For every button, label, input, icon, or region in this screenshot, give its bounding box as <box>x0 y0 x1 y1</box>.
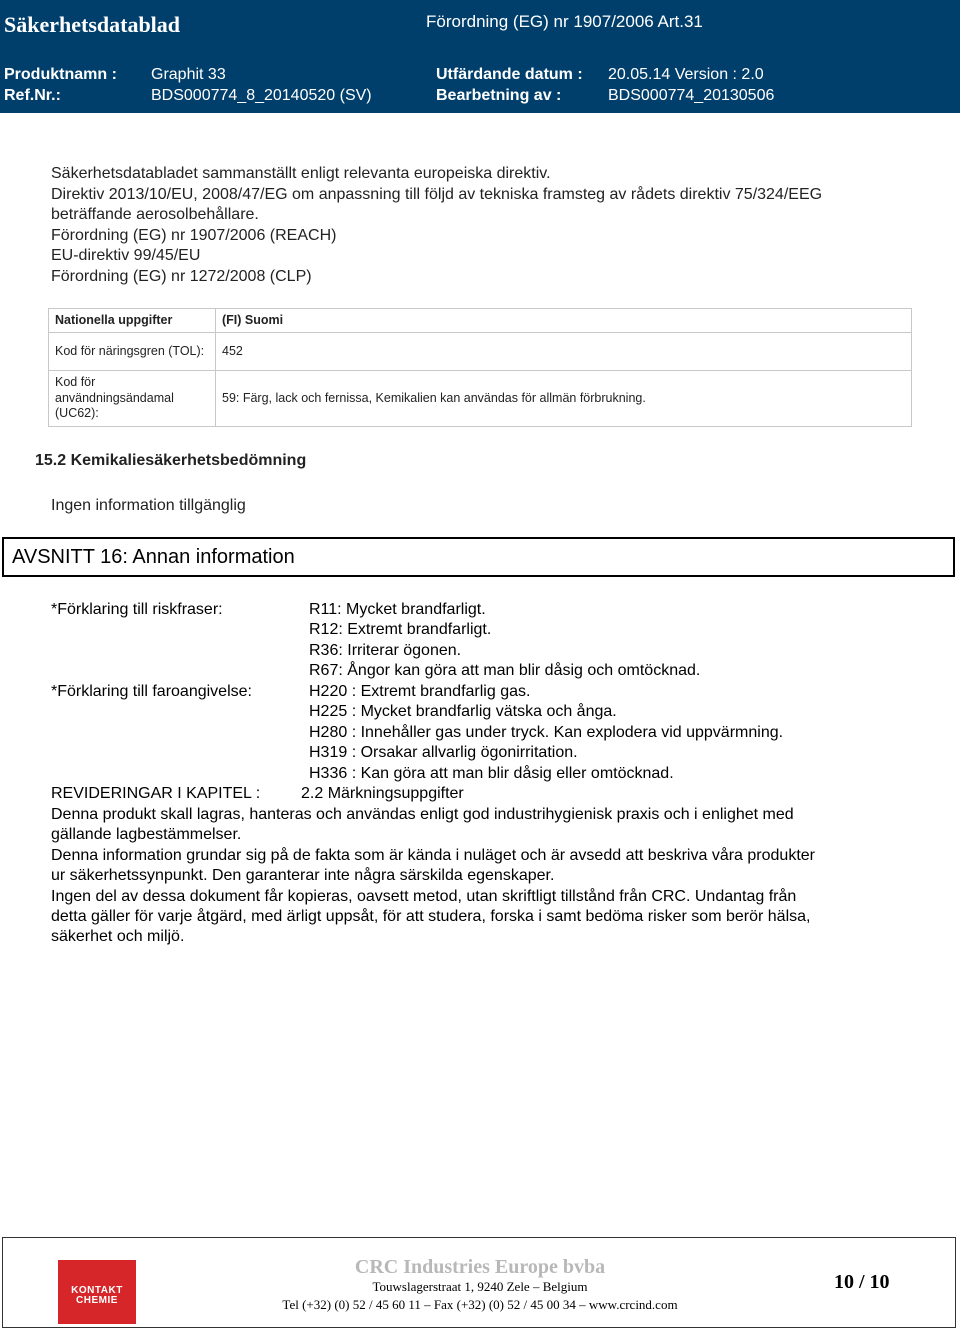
regulation-line: Säkerhetsdatabladet sammanställt enligt relevanta europeiska direktiv. <box>51 165 551 182</box>
section-15-2-text: Ingen information tillgänglig <box>51 497 246 514</box>
regulation-line: Förordning (EG) nr 1907/2006 (REACH) <box>51 226 337 244</box>
footer-contact: Tel (+32) (0) 52 / 45 60 11 – Fax (+32) (0) 52 / 45 00 34 – www.crcind.com <box>282 1297 678 1312</box>
national-header-label: Nationella uppgifter <box>49 309 216 333</box>
reference-number-label: Ref.Nr.: <box>4 87 61 104</box>
page-number: 10 / 10 <box>834 1271 890 1293</box>
footer-company-name: CRC Industries Europe bvba <box>354 1256 606 1278</box>
revisions-value: 2.2 Märkningsuppgifter <box>301 785 464 802</box>
reference-number-value: BDS000774_8_20140520 (SV) <box>151 87 372 104</box>
regulation-line: Förordning (EG) nr 1272/2008 (CLP) <box>51 267 312 285</box>
disclaimer-paragraph <box>51 805 815 948</box>
issue-date-value: 20.05.14 Version : 2.0 <box>608 66 764 83</box>
tol-code-label: Kod för näringsgren (TOL): <box>49 333 216 371</box>
revised-by-value: BDS000774_20130506 <box>608 87 775 104</box>
regulations-list <box>51 164 822 287</box>
revised-by-label: Bearbetning av : <box>436 87 562 104</box>
uc62-code-label: Kod för användningsändamal (UC62): <box>49 371 216 427</box>
document-header <box>0 0 960 113</box>
section-15-2-heading: 15.2 Kemikaliesäkerhetsbedömning <box>35 452 307 469</box>
paragraph-line: Denna produkt skall lagras, hanteras och användas enligt god industrihygienisk praxis och i enlighet med <box>51 806 794 823</box>
paragraph-line: Denna information grundar sig på de fakta som är kända i nuläget och är avsedd att beskriva våra produkter <box>51 846 815 864</box>
product-name-label: Produktnamn : <box>4 66 117 83</box>
hazard-statements-list <box>309 682 783 784</box>
regulation-reference: Förordning (EG) nr 1907/2006 Art.31 <box>426 12 703 31</box>
paragraph-line: ur säkerhetssynpunkt. Den garanterar inte några särskilda egenskaper. <box>51 867 555 885</box>
list-item: H336 : Kan göra att man blir dåsig eller omtöcknad. <box>309 764 674 782</box>
paragraph-line: säkerhet och miljö. <box>51 928 185 946</box>
list-item: H220 : Extremt brandfarlig gas. <box>309 683 531 700</box>
paragraph-line: detta gäller för varje åtgärd, med ärligt uppsåt, för att studera, forska i samt bedöma risker som berör hälsa, <box>51 908 811 926</box>
table-row <box>49 309 912 333</box>
table-row <box>49 333 912 371</box>
product-name-value: Graphit 33 <box>151 66 226 83</box>
risk-phrases-list <box>309 600 700 682</box>
national-header-country: (FI) Suomi <box>216 309 912 333</box>
document-title: Säkerhetsdatablad <box>4 12 181 37</box>
uc62-code-value: 59: Färg, lack och fernissa, Kemikalien kan användas för allmän förbrukning. <box>216 371 912 427</box>
list-item: R12: Extremt brandfarligt. <box>309 621 492 639</box>
paragraph-line: gällande lagbestämmelser. <box>51 826 242 844</box>
regulation-line: EU-direktiv 99/45/EU <box>51 247 201 264</box>
list-item: H225 : Mycket brandfarlig vätska och ånga. <box>309 703 617 721</box>
footer-address: Touwslagerstraat 1, 9240 Zele – Belgium <box>372 1279 588 1294</box>
risk-phrases-label: *Förklaring till riskfraser: <box>51 601 223 618</box>
paragraph-line: Ingen del av dessa dokument får kopieras, oavsett metod, utan skriftligt tillstånd från CRC. Undantag från <box>51 887 797 905</box>
logo-text: KONTAKT CHEMIE <box>71 1285 123 1306</box>
table-row <box>49 371 912 427</box>
list-item: H319 : Orsakar allvarlig ögonirritation. <box>309 744 578 762</box>
list-item: R67: Ångor kan göra att man blir dåsig och omtöcknad. <box>309 662 701 680</box>
issue-date-label: Utfärdande datum : <box>436 66 583 83</box>
regulation-line: beträffande aerosolbehållare. <box>51 206 259 223</box>
list-item: H280 : Innehåller gas under tryck. Kan explodera vid uppvärmning. <box>309 723 784 741</box>
kontakt-chemie-logo <box>58 1260 136 1324</box>
hazard-statements-label: *Förklaring till faroangivelse: <box>51 683 252 700</box>
section-16-heading: AVSNITT 16: Annan information <box>2 537 955 577</box>
regulation-line: Direktiv 2013/10/EU, 2008/47/EG om anpassning till följd av tekniska framsteg av rådets direktiv 75/324/EEG <box>51 185 823 203</box>
tol-code-value: 452 <box>216 333 912 371</box>
list-item: R36: Irriterar ögonen. <box>309 641 462 659</box>
national-data-table <box>48 308 912 427</box>
list-item: R11: Mycket brandfarligt. <box>309 601 486 618</box>
revisions-label: REVIDERINGAR I KAPITEL : <box>51 785 261 802</box>
